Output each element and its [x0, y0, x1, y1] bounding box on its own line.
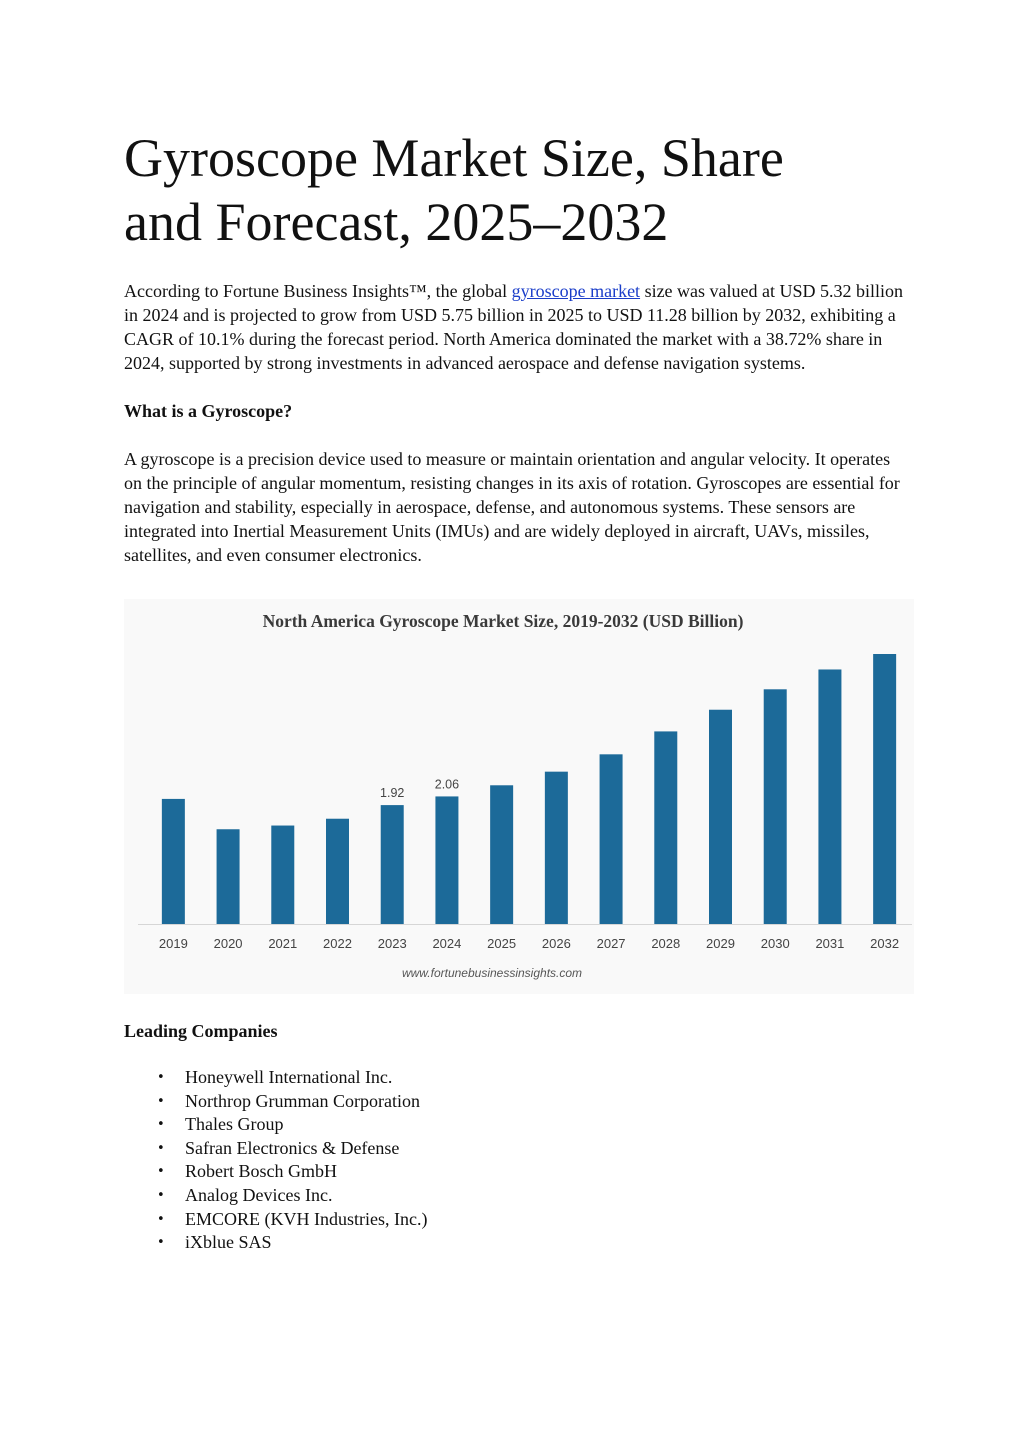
chart-svg: [124, 599, 914, 994]
company-list-item: [124, 1090, 904, 1114]
chart-bar: [873, 654, 896, 924]
bullet-icon: •: [157, 1211, 165, 1227]
x-tick-label: 2028: [651, 936, 681, 951]
x-tick-label: 2025: [487, 936, 517, 951]
x-tick-label: 2030: [760, 936, 790, 951]
x-tick-label: 2021: [268, 936, 298, 951]
chart-bar: [600, 754, 623, 924]
intro-text-start: According to Fortune Business Insights™, the global: [124, 281, 512, 301]
bullet-icon: •: [157, 1117, 165, 1133]
title-line-2: and Forecast, 2025–2032: [124, 192, 669, 252]
company-name: Analog Devices Inc.: [185, 1184, 333, 1205]
title-line-1: Gyroscope Market Size, Share: [124, 128, 784, 188]
chart-bar: [490, 785, 513, 924]
bullet-icon: •: [157, 1187, 165, 1203]
chart-bar: [435, 796, 458, 924]
company-list-item: [124, 1113, 904, 1137]
market-size-chart: [124, 599, 914, 994]
bullet-icon: •: [157, 1070, 165, 1085]
bullet-icon: •: [157, 1140, 165, 1156]
company-list-item: [124, 1208, 904, 1232]
gyroscope-market-link[interactable]: gyroscope market: [511, 281, 641, 301]
x-tick-label: 2020: [213, 936, 243, 951]
company-list-item: [124, 1066, 904, 1090]
x-tick-label: 2026: [541, 936, 571, 951]
company-name: Northrop Grumman Corporation: [185, 1090, 420, 1111]
chart-title: North America Gyroscope Market Size, 2019-2032 (USD Billion): [262, 611, 744, 631]
bullet-icon: •: [157, 1093, 165, 1109]
company-list-item: [124, 1231, 904, 1255]
company-name: EMCORE (KVH Industries, Inc.): [185, 1208, 428, 1229]
definition-paragraph: A gyroscope is a precision device used to measure or maintain orientation and angular velocity. It operates on the principle of angular momentum, resisting changes in its axis of rotation. Gyroscopes are essential for navigation and stability, especially in aerospace, defense, and autonomous systems. These sensors are integrated into Inertial Measurement Units (IMUs) and are widely deployed in aircraft, UAVs, missiles, satellites, and even consumer electronics.: [124, 449, 900, 565]
company-name: Honeywell International Inc.: [185, 1067, 393, 1087]
what-is-heading: What is a Gyroscope?: [124, 401, 293, 421]
chart-bar: [545, 772, 568, 924]
x-tick-label: 2024: [432, 936, 462, 951]
bullet-icon: •: [157, 1164, 165, 1180]
chart-bar: [709, 710, 732, 924]
companies-list: [124, 1066, 904, 1255]
chart-source: www.fortunebusinessinsights.com: [401, 966, 583, 980]
leading-companies-heading: Leading Companies: [124, 1021, 278, 1041]
chart-bar: [326, 819, 349, 924]
chart-bar: [654, 731, 677, 924]
x-tick-label: 2031: [815, 936, 845, 951]
chart-bar: [764, 689, 787, 924]
company-list-item: [124, 1184, 904, 1208]
company-list-item: [124, 1160, 904, 1184]
data-label: 2.06: [434, 777, 460, 792]
intro-paragraph: [124, 279, 904, 375]
company-name: Robert Bosch GmbH: [185, 1161, 337, 1182]
document-page: [124, 126, 904, 1255]
x-tick-label: 2019: [158, 936, 188, 951]
x-tick-label: 2023: [377, 936, 407, 951]
chart-bar: [162, 799, 185, 924]
x-tick-label: 2029: [706, 936, 735, 951]
data-label: 1.92: [380, 786, 405, 801]
intro-text-end: size was valued at USD 5.32 billion in 2024 and is projected to grow from USD 5.75 billion in 2025 to USD 11.28 billion by 2032, exhibiting a CAGR of 10.1% during the forecast period. North America dominated the market with a 38.72% share in 2024, supported by strong investments in advanced aerospace and defense navigation systems.: [124, 281, 904, 373]
chart-bar: [818, 669, 841, 924]
bullet-icon: •: [157, 1235, 165, 1251]
company-list-item: [124, 1137, 904, 1161]
document-title: [124, 126, 904, 254]
chart-bar: [381, 805, 404, 924]
x-tick-label: 2022: [323, 936, 352, 951]
x-tick-label: 2032: [870, 936, 900, 951]
chart-bar: [271, 826, 294, 924]
company-name: Safran Electronics & Defense: [185, 1137, 400, 1158]
company-name: Thales Group: [185, 1114, 284, 1135]
chart-bar: [217, 829, 240, 924]
company-name: iXblue SAS: [185, 1232, 272, 1253]
x-tick-label: 2027: [596, 936, 626, 951]
